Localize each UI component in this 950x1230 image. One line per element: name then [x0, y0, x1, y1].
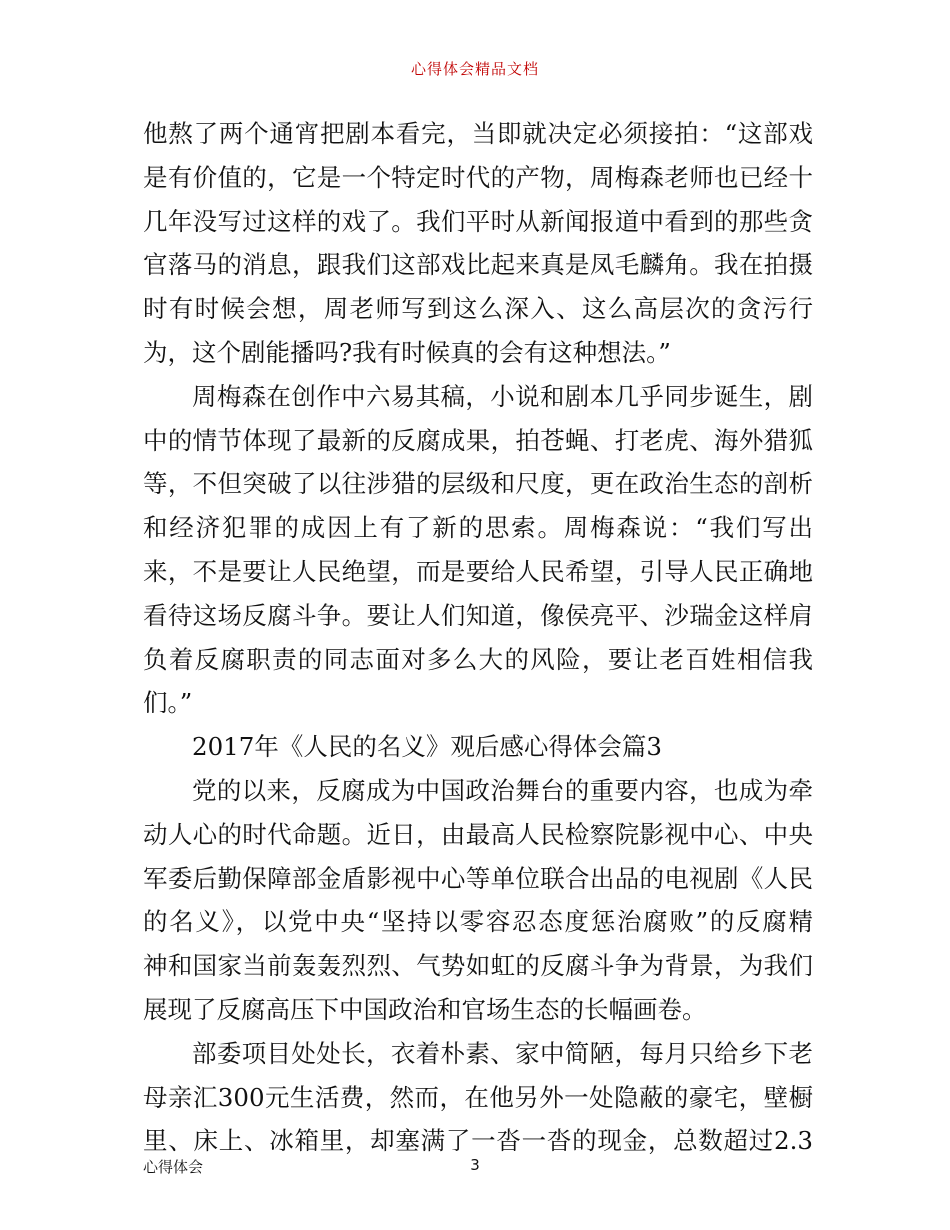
text-line: 负着反腐职责的同志面对多么大的风险，要让老百姓相信我: [143, 644, 813, 674]
text-line: 是有价值的，它是一个特定时代的产物，周梅森老师也已经十: [143, 162, 813, 192]
text-line: 动人心的时代命题。近日，由最高人民检察院影视中心、中央: [143, 819, 813, 849]
text-line: 和经济犯罪的成因上有了新的思索。周梅森说：“我们写出: [143, 513, 813, 543]
text-line: 党的以来，反腐成为中国政治舞台的重要内容，也成为牵: [192, 775, 813, 805]
page-header: 心得体会精品文档: [410, 60, 539, 78]
page-number: 3: [470, 1156, 480, 1174]
text-line: 的名义》，以党中央“坚持以零容忍态度惩治腐败”的反腐精: [143, 907, 813, 937]
body-text: [143, 112, 813, 1163]
text-line: 展现了反腐高压下中国政治和官场生态的长幅画卷。: [143, 994, 707, 1024]
text-line: 们。”: [143, 688, 193, 718]
text-line: 几年没写过这样的戏了。我们平时从新闻报道中看到的那些贪: [143, 206, 813, 236]
text-line: 部委项目处处长，衣着朴素、家中简陋，每月只给乡下老: [192, 1038, 813, 1068]
footer-label: 心得体会: [143, 1158, 204, 1176]
text-line: 看待这场反腐斗争。要让人们知道，像侯亮平、沙瑞金这样肩: [143, 600, 813, 630]
text-line: 神和国家当前轰轰烈烈、气势如虹的反腐斗争为背景，为我们: [143, 951, 813, 981]
text-line: 时有时候会想，周老师写到这么深入、这么高层次的贪污行: [143, 294, 813, 324]
text-line: 周梅森在创作中六易其稿，小说和剧本几乎同步诞生，剧: [192, 381, 813, 411]
text-line: 母亲汇300元生活费，然而，在他另外一处隐蔽的豪宅，壁橱: [143, 1082, 813, 1112]
text-line: 官落马的消息，跟我们这部戏比起来真是凤毛麟角。我在拍摄: [143, 250, 813, 280]
text-line: 来，不是要让人民绝望，而是要给人民希望，引导人民正确地: [143, 556, 813, 586]
text-line: 为，这个剧能播吗?我有时候真的会有这种想法。”: [143, 337, 671, 367]
text-line: 中的情节体现了最新的反腐成果，拍苍蝇、打老虎、海外猎狐: [143, 425, 813, 455]
section-heading: 2017年《人民的名义》观后感心得体会篇3: [192, 732, 662, 762]
text-line: 等，不但突破了以往涉猎的层级和尺度，更在政治生态的剖析: [143, 469, 813, 499]
text-line: 军委后勤保障部金盾影视中心等单位联合出品的电视剧《人民: [143, 863, 813, 893]
text-line: 里、床上、冰箱里，却塞满了一沓一沓的现金，总数超过2.3: [143, 1126, 813, 1156]
text-line: 他熬了两个通宵把剧本看完，当即就决定必须接拍：“这部戏: [143, 119, 813, 148]
